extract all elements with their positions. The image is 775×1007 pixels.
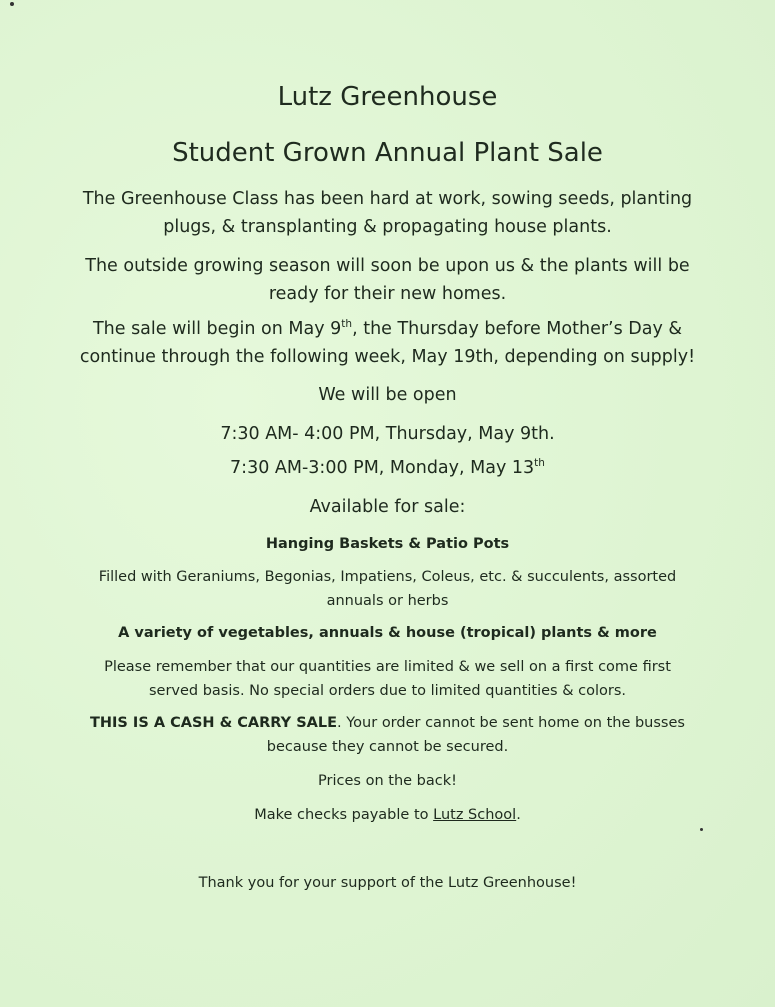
item-hanging-baskets-desc-line-2: annuals or herbs [326, 593, 449, 609]
scan-speck [10, 2, 14, 6]
hours-monday [0, 458, 775, 478]
thank-you-note: Thank you for your support of the Lutz Greenhouse! [198, 875, 577, 891]
item-hanging-baskets: Hanging Baskets & Patio Pots [265, 536, 510, 552]
sale-start-text: The sale will begin on May 9 [92, 319, 342, 339]
hours-thursday: 7:30 AM- 4:00 PM, Thursday, May 9th. [220, 424, 555, 444]
scan-speck [700, 828, 703, 831]
checks-payee: Lutz School [433, 807, 517, 823]
sale-start-text-rest: , the Thursday before Mother’s Day & [352, 319, 683, 339]
sale-dates-line-2: continue through the following week, May 19th, depending on supply! [79, 347, 696, 367]
cash-carry-emphasis: THIS IS A CASH & CARRY SALE [90, 715, 338, 731]
intro-paragraph-2-line-1: The outside growing season will soon be upon us & the plants will be [85, 256, 690, 276]
item-hanging-baskets-desc-line-1: Filled with Geraniums, Begonias, Impatiens, Coleus, etc. & succulents, assorted [98, 569, 677, 585]
checks-text: Make checks payable to [254, 807, 434, 823]
prices-note: Prices on the back! [318, 773, 457, 789]
cash-carry-line-1 [0, 715, 775, 731]
checks-period: . [516, 807, 521, 823]
page-title: Lutz Greenhouse [277, 82, 498, 112]
intro-paragraph-1-line-2: plugs, & transplanting & propagating house plants. [163, 217, 612, 237]
intro-paragraph-1-line-1: The Greenhouse Class has been hard at work, sowing seeds, planting [82, 189, 693, 209]
intro-paragraph-2-line-2: ready for their new homes. [268, 284, 507, 304]
hours-heading: We will be open [318, 385, 457, 405]
sale-dates-line-1 [0, 319, 775, 339]
item-variety: A variety of vegetables, annuals & house (tropical) plants & more [118, 625, 657, 641]
remember-note-line-1: Please remember that our quantities are limited & we sell on a first come first [104, 659, 671, 675]
ordinal-suffix: th [534, 457, 545, 470]
available-heading: Available for sale: [309, 497, 466, 517]
cash-carry-rest: . Your order cannot be sent home on the busses [337, 715, 685, 731]
cash-carry-line-2: because they cannot be secured. [266, 739, 509, 755]
page-subtitle: Student Grown Annual Plant Sale [172, 138, 603, 168]
ordinal-suffix: th [341, 318, 353, 331]
checks-note [0, 807, 775, 823]
remember-note-line-2: served basis. No special orders due to limited quantities & colors. [148, 683, 627, 699]
hours-monday-text: 7:30 AM-3:00 PM, Monday, May 13 [230, 458, 535, 478]
